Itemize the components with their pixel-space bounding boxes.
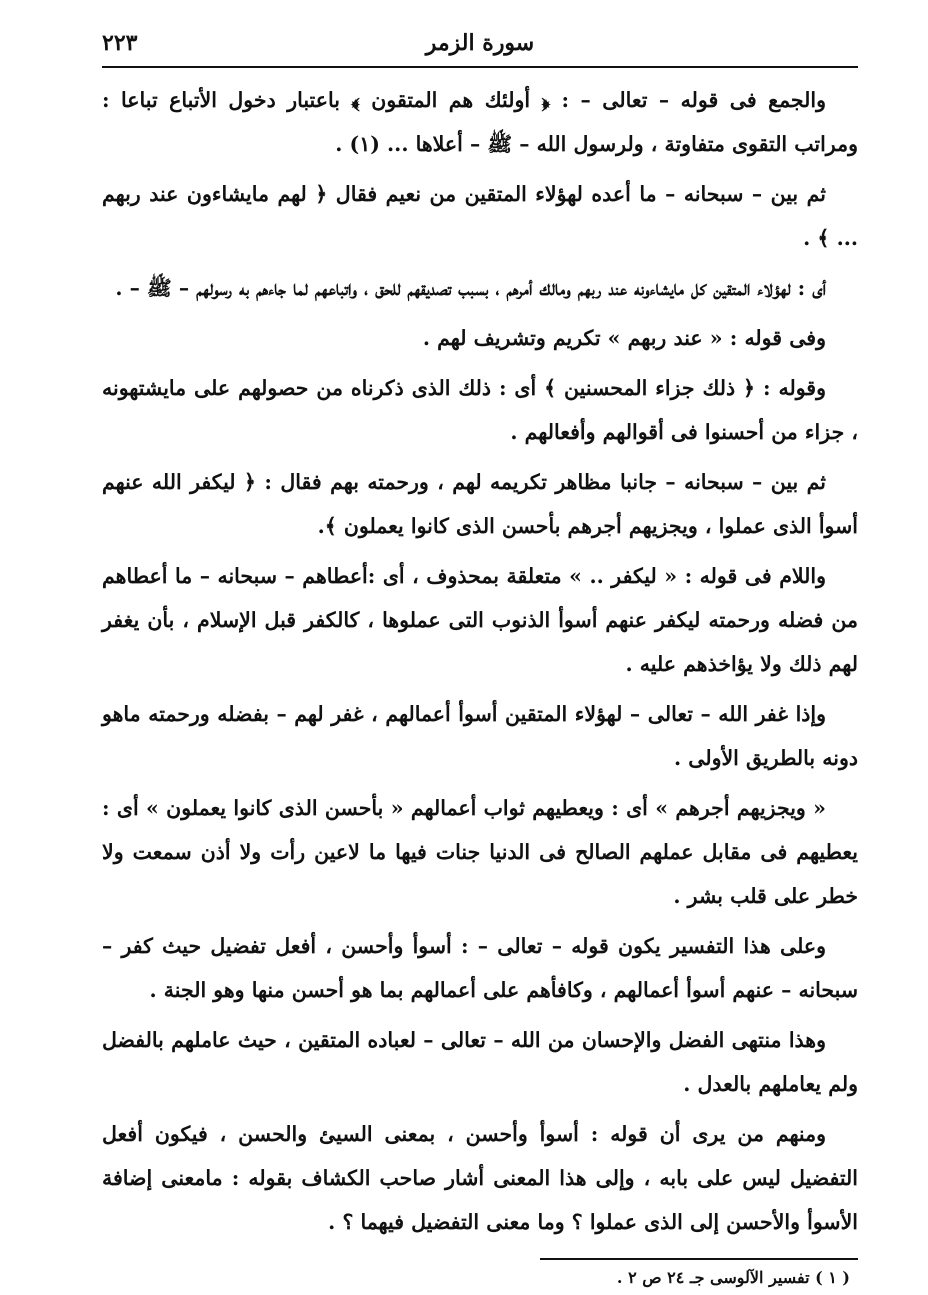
surah-title: سورة الزمر bbox=[425, 30, 535, 56]
page-header bbox=[102, 30, 858, 64]
paragraph: ومنهم من يرى أن قوله : أسوأ وأحسن ، بمعنى السيئ والحسن ، فيكون أفعل التفضيل ليس على بابه ، وإلى هذا المعنى أشار صاحب الكشاف بقوله : مامعنى إضافة الأسوأ والأحسن إلى الذى عملوا ؟ وما معنى التفضيل فيهما ؟ . bbox=[102, 1122, 858, 1234]
paragraph: واللام فى قوله : « ليكفر .. » متعلقة بمحذوف ، أى :أعطاهم – سبحانه – ما أعطاهم من فضله ورحمته ليكفر عنهم أسوأ الذنوب التى عملوها ، كالكفر قبل الإسلام ، بأن يغفر لهم ذلك ولا يؤاخذهم عليه . bbox=[102, 564, 858, 676]
paragraph: وقوله : ﴿ ذلك جزاء المحسنين ﴾ أى : ذلك الذى ذكرناه من حصولهم على مايشتهونه ، جزاء من أحسنوا فى أقوالهم وأفعالهم . bbox=[102, 376, 858, 444]
paragraph: ثم بين – سبحانه – ما أعده لهؤلاء المتقين من نعيم فقال ﴿ لهم مايشاءون عند ربهم ... ﴾ . bbox=[102, 182, 858, 250]
paragraph: أى : لهؤلاء المتقين كل مايشاءونه عند ربهم ومالك أمرهم ، بسبب تصديقهم للحق ، واتباعهم لما جاءهم به رسولهم – ﷺ – . bbox=[115, 276, 826, 300]
paragraph: وإذا غفر الله – تعالى – لهؤلاء المتقين أسوأ أعمالهم ، غفر لهم – بفضله ورحمته ماهو دونه بالطريق الأولى . bbox=[102, 702, 858, 770]
footnote-rule bbox=[540, 1258, 858, 1260]
paragraph: وفى قوله : « عند ربهم » تكريم وتشريف لهم . bbox=[422, 326, 826, 350]
page-number: ٢٢٣ bbox=[102, 30, 138, 56]
paragraph: والجمع فى قوله – تعالى – : ﴿ أولئك هم المتقون ﴾ باعتبار دخول الأتباع تباعا : ومراتب التقوى متفاوتة ، ولرسول الله – ﷺ – أعلاها ... (١) . bbox=[102, 88, 858, 156]
paragraph: « ويجزيهم أجرهم » أى : ويعطيهم ثواب أعمالهم « بأحسن الذى كانوا يعملون » أى : يعطيهم فى مقابل عملهم الصالح فى الدنيا جنات فيها ما لاعين رأت ولا أذن سمعت ولا خطر على قلب بشر . bbox=[102, 796, 858, 908]
paragraph: وهذا منتهى الفضل والإحسان من الله – تعالى – لعباده المتقين ، حيث عاملهم بالفضل ولم يعاملهم بالعدل . bbox=[102, 1028, 858, 1096]
paragraph: ثم بين – سبحانه – جانبا مظاهر تكريمه لهم ، ورحمته بهم فقال : ﴿ ليكفر الله عنهم أسوأ الذى عملوا ، ويجزيهم أجرهم بأحسن الذى كانوا يعملون ﴾. bbox=[102, 470, 858, 538]
body-text bbox=[102, 78, 858, 1244]
paragraph: وعلى هذا التفسير يكون قوله – تعالى – : أسوأ وأحسن ، أفعل تفضيل حيث كفر – سبحانه – عنهم أسوأ أعمالهم ، وكافأهم على أعمالهم بما هو أحسن منها وهو الجنة . bbox=[102, 934, 858, 1002]
header-rule bbox=[102, 66, 858, 68]
footnote: ( ١ ) تفسير الآلوسى جـ ٢٤ ص ٢ . bbox=[616, 1268, 850, 1287]
